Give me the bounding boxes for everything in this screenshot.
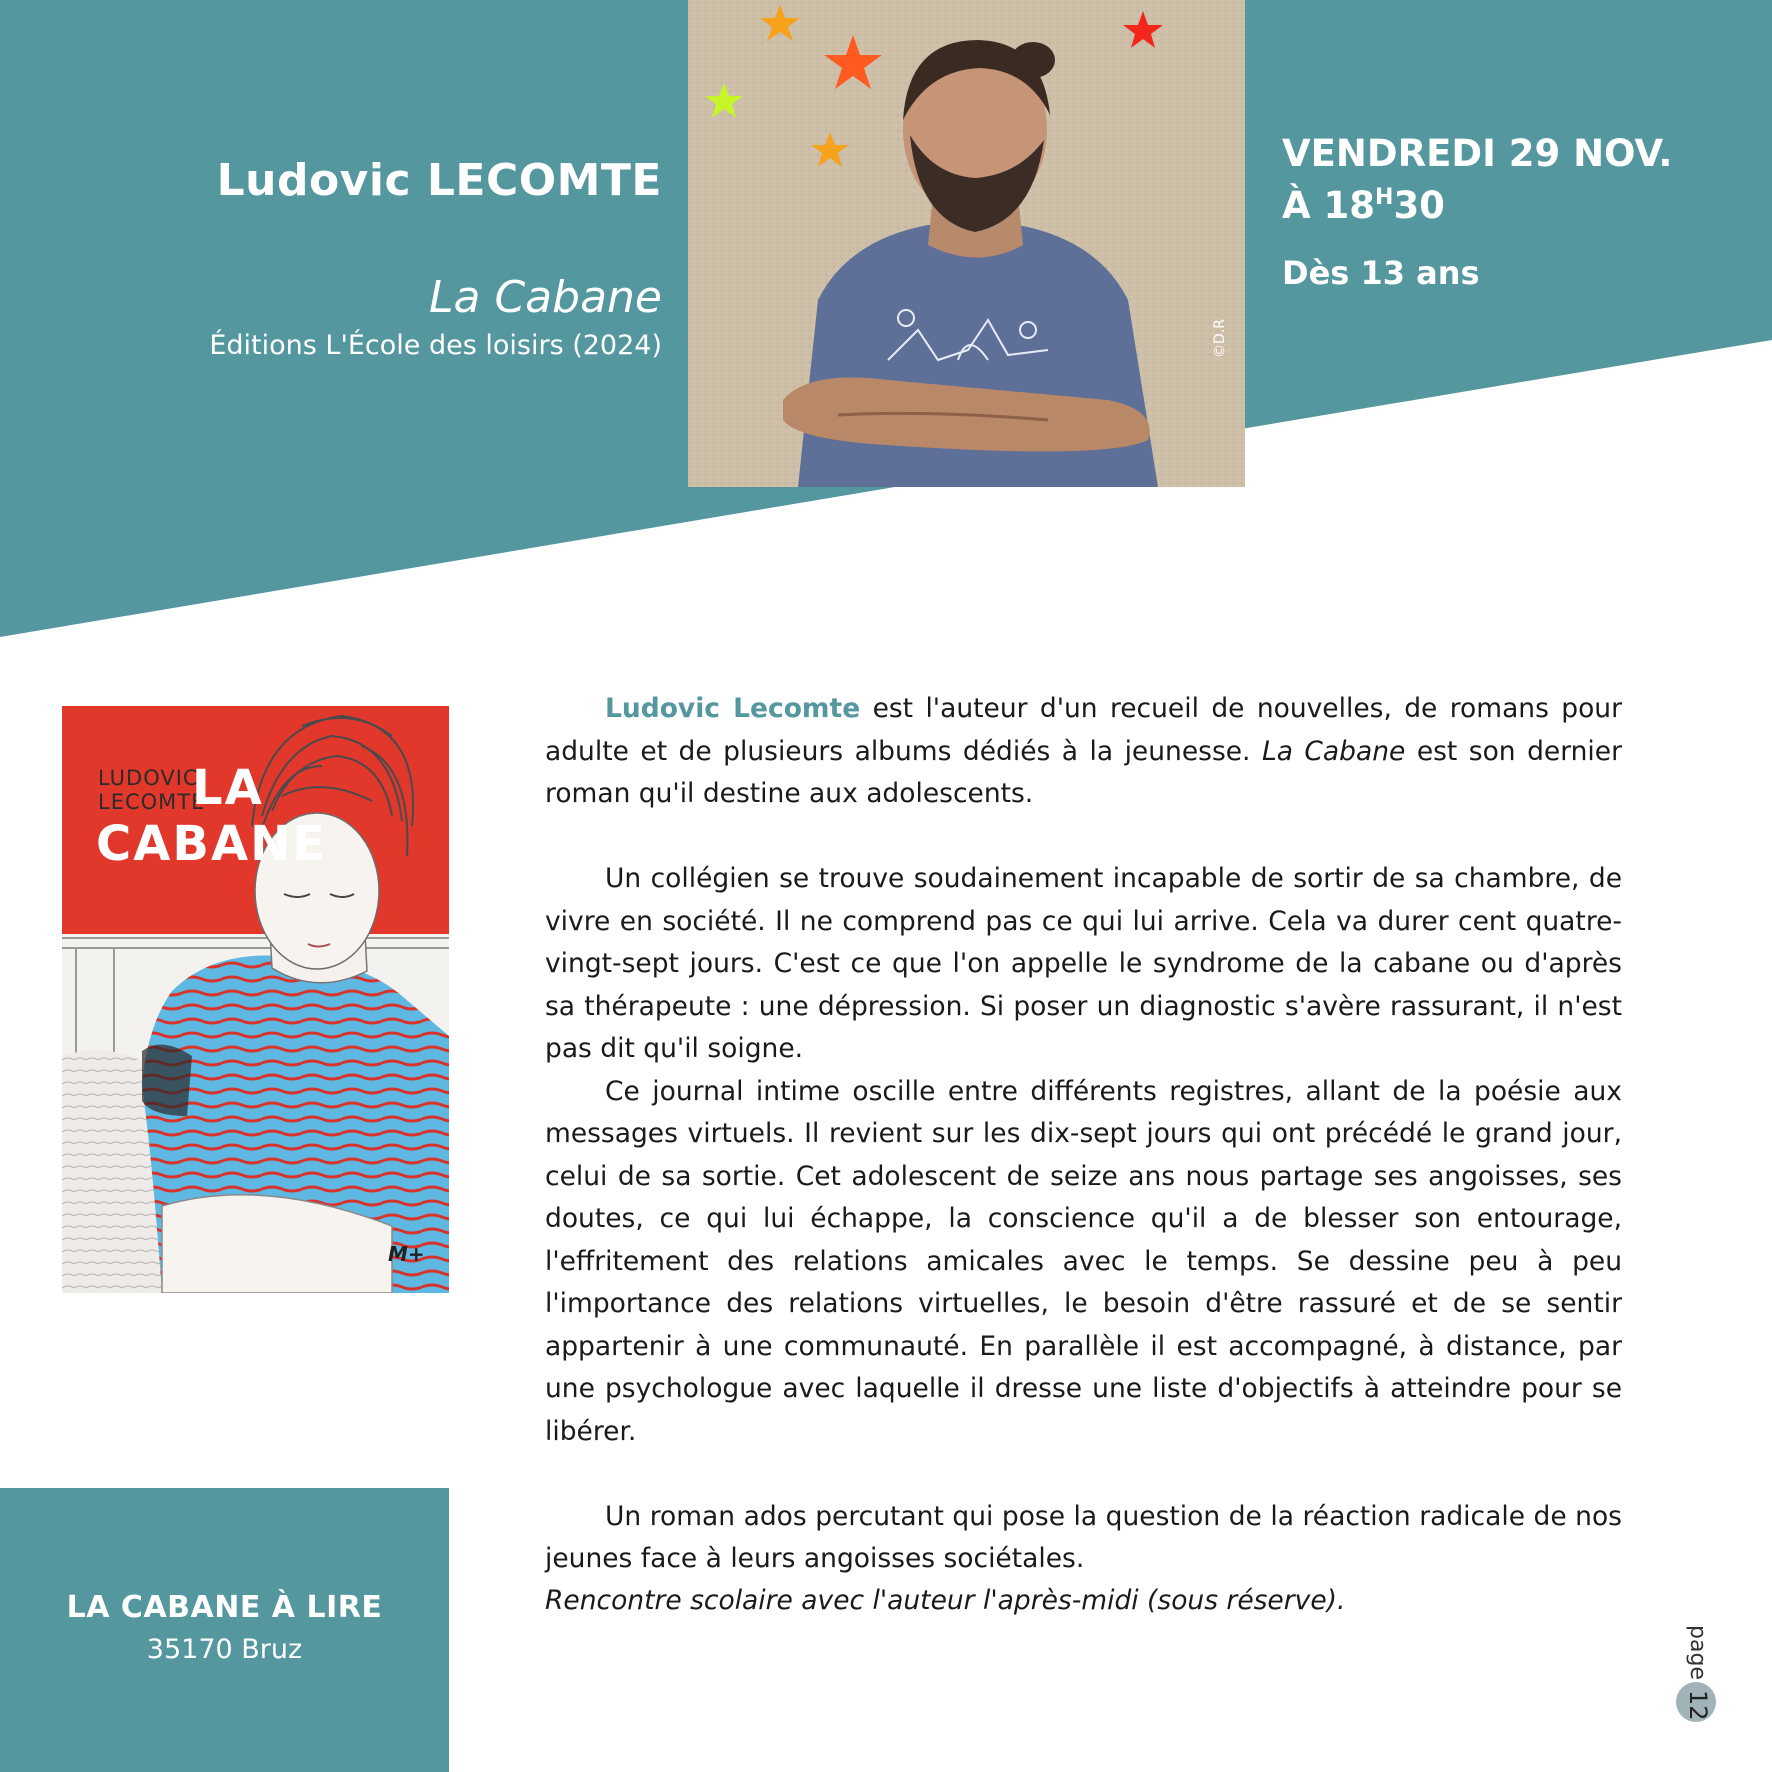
date-suffix: 30	[1393, 184, 1445, 227]
book-title: La Cabane	[429, 272, 662, 323]
paragraph-journal: Ce journal intime oscille entre différents registres, allant de la poésie aux messages virtuels. Il revient sur les dix-sept jours qui ont précédé le grand jour, celui de sa sortie. Cet adolescent de seize ans nous partage ses angoisses, ses doutes, ce qui lui échappe, la conscience qu'il a de blesser son entourage, l'effritement des relations amicales avec le temps. Se dessine peu à peu l'importance des relations virtuelles, le besoin d'être rassuré et de se sentir appartenir à une communauté. En parallèle il est accompagné, à distance, par une psychologue avec laquelle il dresse une liste d'objectifs à atteindre pour se libérer.	[545, 1075, 1622, 1447]
article-body	[545, 688, 1622, 1581]
paragraph-synopsis: Un collégien se trouve soudainement incapable de sortir de sa chambre, de vivre en société. Il ne comprend pas ce qui lui arrive. Cela va durer cent quatre-vingt-sept jours. C'est ce que l'on appelle le syndrome de la cabane ou d'après sa thérapeute : une dépression. Si poser un diagnostic s'avère rassurant, il n'est pas dit qu'il soigne.	[545, 863, 1622, 1064]
event-date	[1282, 128, 1672, 232]
paragraph-conclusion: Un roman ados percutant qui pose la question de la réaction radicale de nos jeunes face à leurs angoisses sociétales.	[545, 1500, 1622, 1574]
publisher: Éditions L'École des loisirs (2024)	[209, 330, 662, 361]
author-name: Ludovic LECOMTE	[216, 155, 662, 206]
venue-name: LA CABANE À LIRE	[66, 1590, 383, 1625]
date-prefix: À 18	[1282, 184, 1376, 227]
cover-title-line-2: CABANE	[96, 816, 328, 872]
date-sup: H	[1375, 185, 1394, 210]
venue-block	[0, 1488, 449, 1772]
paragraph-intro	[545, 688, 1622, 816]
intro-book-title: La Cabane	[1261, 735, 1406, 767]
page-label: page	[1685, 1625, 1710, 1680]
author-photo	[688, 0, 1245, 487]
date-line-1: VENDREDI 29 NOV.	[1282, 132, 1673, 175]
lead-author-name: Ludovic Lecomte	[605, 693, 861, 724]
cover-author-line-2: LECOMTE	[98, 790, 206, 814]
closing-note: Rencontre scolaire avec l'auteur l'après-midi (sous réserve).	[545, 1585, 1346, 1616]
page-number: 12	[1684, 1690, 1712, 1721]
date-line-2	[1282, 180, 1672, 232]
intro-text-b: est son dernier roman qu'il destine aux adolescents.	[545, 735, 1622, 809]
cover-title-line-1: LA	[192, 760, 264, 816]
intro-text-a: est l'auteur d'un recueil de nouvelles, de romans pour adulte et de plusieurs albums dédiés à la jeunesse.	[545, 693, 1623, 767]
book-cover	[62, 706, 449, 1293]
age-range: Dès 13 ans	[1282, 254, 1480, 292]
venue-city: 35170 Bruz	[146, 1634, 303, 1665]
photo-credit: ©D.R	[1212, 319, 1228, 358]
cover-imprint-logo: M+	[388, 1242, 425, 1266]
cover-author-line-1: LUDOVIC	[98, 766, 199, 790]
